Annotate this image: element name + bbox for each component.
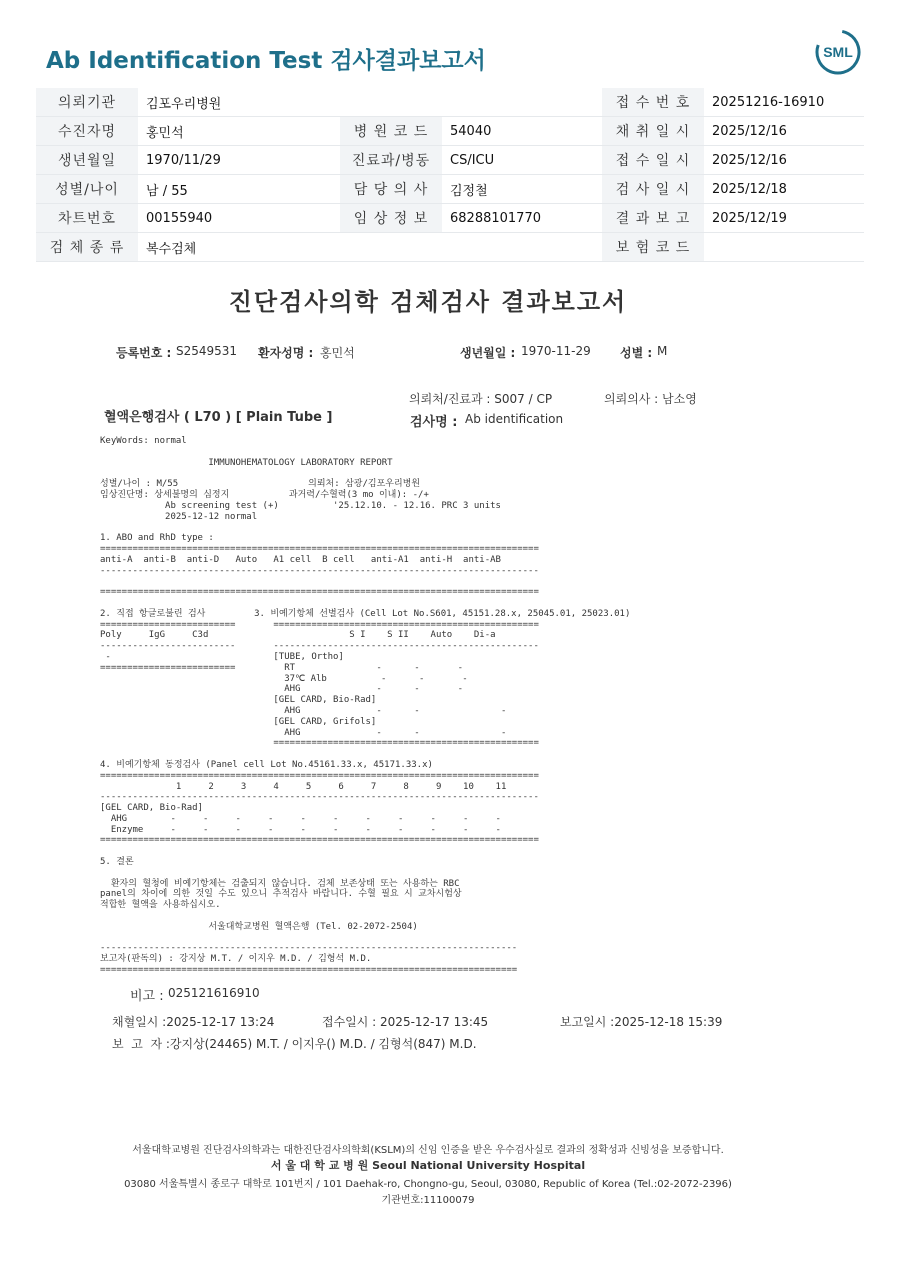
report-line: 37℃ Alb - - - [100, 673, 468, 684]
reporter: 보 고 자 :강지상(24465) M.T. / 이지우() M.D. / 김형석(847) M.D. [112, 1037, 477, 1051]
report-line: IMMUNOHEMATOLOGY LABORATORY REPORT [100, 457, 393, 468]
report-line: 1 2 3 4 5 6 7 8 9 10 11 [100, 781, 507, 792]
report-line: ========================= RT - - - [100, 662, 464, 673]
report-line: KeyWords: normal [100, 436, 187, 446]
report-line: 환자의 혈청에 비예기항체는 검출되지 않습니다. 검체 보존상태 또는 사용하는 RBC [100, 878, 460, 889]
report-line: AHG - - - [100, 705, 507, 716]
info-label: 검 체 종 류 [36, 233, 138, 262]
info-value: 68288101770 [442, 204, 602, 233]
report-heading: 진단검사의학 검체검사 결과보고서 [228, 288, 628, 316]
patient-info-table [36, 88, 864, 262]
info-label: 접 수 일 시 [602, 146, 704, 175]
report-line: - [TUBE, Ortho] [100, 651, 344, 662]
report-line: anti-A anti-B anti-D Auto A1 cell B cell anti-A1 anti-H anti-AB [100, 554, 501, 565]
info-row [36, 175, 864, 204]
report-line: ================================================================================= [100, 835, 539, 846]
report-line: Enzyme - - - - - - - - - - - [100, 824, 501, 835]
test-name-label: 검사명 : [410, 415, 458, 430]
info-label: 채 취 일 시 [602, 117, 704, 146]
report-line: ============================================================================= [100, 965, 518, 976]
report-line: [GEL CARD, Bio-Rad] [100, 803, 203, 814]
report-line: 5. 결론 [100, 857, 134, 868]
footer-cert: 서울대학교병원 진단검사의학과는 대한진단검사의학회(KSLM)의 신임 인증을 받은 우수검사실로 결과의 정확성과 신빙성을 보증합니다. [132, 1145, 724, 1156]
info-label: 진료과/병동 [340, 146, 442, 175]
reg-label: 등록번호 : [116, 346, 172, 360]
info-label: 성별/나이 [36, 175, 138, 204]
info-label: 생년월일 [36, 146, 138, 175]
footer-code: 기관번호:11100079 [381, 1195, 475, 1206]
report-line: [GEL CARD, Bio-Rad] [100, 695, 377, 706]
footer-address: 03080 서울특별시 종로구 대학로 101번지 / 101 Daehak-ro, Chongno-gu, Seoul, 03080, Republic of Korea (Tel.:02-2072-2396) [124, 1179, 732, 1190]
report-line: Ab screening test (+) '25.12.10. - 12.16. PRC 3 units [100, 500, 501, 511]
report-line: ================================================= [100, 738, 539, 749]
doctor: 의뢰의사 : 남소영 [604, 392, 697, 406]
report-line: --------------------------------------------------------------------------------- [100, 565, 539, 576]
remark-label: 비고 : [130, 989, 164, 1004]
info-value: 2025/12/16 [704, 117, 864, 146]
report-line: AHG - - - [100, 727, 507, 738]
info-label: 수진자명 [36, 117, 138, 146]
test-group: 혈액은행검사 ( L70 ) [ Plain Tube ] [104, 410, 333, 425]
report-line: ----------------------------------------------------------------------------- [100, 943, 518, 954]
report-line: 적합한 혈액을 사용하십시오. [100, 900, 221, 911]
birth-label: 생년월일 : [460, 346, 516, 360]
report-title: Ab Identification Test 검사결과보고서 [46, 48, 486, 74]
info-row [36, 117, 864, 146]
report-line: 임상진단명: 상세불명의 심정지 과거력/수혈력(3 mo 이내): -/+ [100, 489, 429, 500]
info-value: 홍민석 [138, 117, 340, 146]
logo-text: SML [823, 44, 853, 60]
info-label: 검 사 일 시 [602, 175, 704, 204]
info-value: 1970/11/29 [138, 146, 340, 175]
info-row [36, 233, 864, 262]
info-value: 2025/12/18 [704, 175, 864, 204]
info-value: 00155940 [138, 204, 340, 233]
info-label: 의뢰기관 [36, 88, 138, 117]
report-line: 보고자(판독의) : 강지상 M.T. / 이지우 M.D. / 김형석 M.D. [100, 954, 372, 965]
sml-logo [814, 28, 862, 76]
info-value: 2025/12/19 [704, 204, 864, 233]
remark-value: 025121616910 [168, 986, 260, 1000]
footer-hospital: 서 울 대 학 교 병 원 Seoul National University Hospital [270, 1159, 586, 1172]
info-value: 20251216-16910 [704, 88, 864, 117]
info-label: 보 험 코 드 [602, 233, 704, 262]
report-line: AHG - - - [100, 684, 464, 695]
immunohematology-report-text [100, 436, 630, 976]
info-value: 김정철 [442, 175, 602, 204]
dept: 의뢰처/진료과 : S007 / CP [409, 392, 553, 406]
info-label: 결 과 보 고 [602, 204, 704, 233]
info-value: 복수검체 [138, 233, 602, 262]
report-line: [GEL CARD, Grifols] [100, 716, 377, 727]
report-line: 2. 직접 항글로불린 검사 3. 비예기항체 선별검사 (Cell Lot No.S601, 45151.28.x, 25045.01, 25023.01) [100, 608, 631, 619]
report-line: ========================= ================================================= [100, 619, 539, 630]
info-row [36, 204, 864, 233]
info-value [704, 233, 864, 262]
info-label: 병 원 코 드 [340, 117, 442, 146]
report-line: 2025-12-12 normal [100, 511, 258, 522]
sex-label: 성별 : [620, 346, 653, 360]
info-value: 54040 [442, 117, 602, 146]
report-line: 서울대학교병원 혈액은행 (Tel. 02-2072-2504) [100, 921, 418, 932]
info-label: 차트번호 [36, 204, 138, 233]
report-line: 4. 비예기항체 동정검사 (Panel cell Lot No.45161.33.x, 45171.33.x) [100, 759, 433, 770]
info-label: 접 수 번 호 [602, 88, 704, 117]
report-line: ================================================================================= [100, 543, 539, 554]
report-line: --------------------------------------------------------------------------------- [100, 792, 539, 803]
info-value: 2025/12/16 [704, 146, 864, 175]
info-row [36, 146, 864, 175]
report-line: ------------------------- ------------------------------------------------- [100, 641, 539, 652]
reported-time: 보고일시 :2025-12-18 15:39 [560, 1015, 723, 1029]
info-value: 남 / 55 [138, 175, 340, 204]
info-label: 담 당 의 사 [340, 175, 442, 204]
test-name-value: Ab identification [465, 412, 564, 426]
info-value: 김포우리병원 [138, 88, 602, 117]
report-line: Poly IgG C3d S I S II Auto Di-a [100, 630, 496, 641]
info-value: CS/ICU [442, 146, 602, 175]
collected-time: 채혈일시 :2025-12-17 13:24 [112, 1015, 275, 1029]
birth-value: 1970-11-29 [521, 344, 591, 358]
report-line: panel의 차이에 의한 것일 수도 있으니 추적검사 바랍니다. 수혈 필요 시 교차시험상 [100, 889, 462, 900]
patient-value: 홍민석 [320, 346, 355, 360]
report-line: ================================================================================= [100, 587, 539, 598]
report-line: AHG - - - - - - - - - - - [100, 813, 501, 824]
received-time: 접수일시 : 2025-12-17 13:45 [322, 1015, 489, 1029]
sex-value: M [657, 344, 668, 358]
report-line: ================================================================================= [100, 770, 539, 781]
report-line: 1. ABO and RhD type : [100, 533, 214, 544]
info-label: 임 상 정 보 [340, 204, 442, 233]
info-row [36, 88, 864, 117]
report-line: 성별/나이 : M/55 의뢰처: 삼광/김포우리병원 [100, 479, 421, 490]
patient-label: 환자성명 : [258, 346, 314, 360]
reg-value: S2549531 [176, 344, 238, 358]
